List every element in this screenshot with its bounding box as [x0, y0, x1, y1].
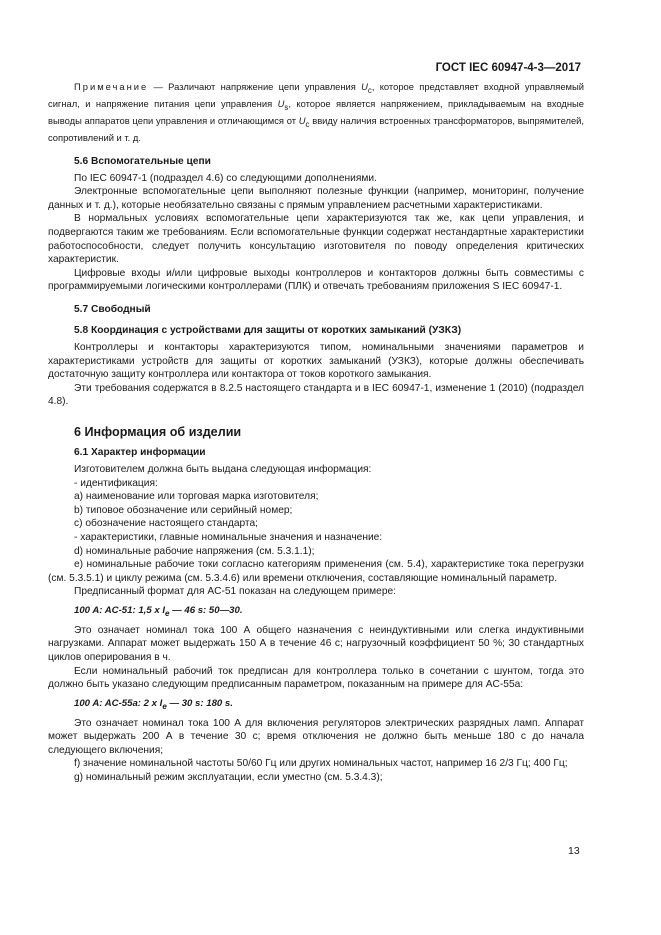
section-5-6-title: 5.6 Вспомогательные цепи — [74, 155, 211, 167]
paragraph: Цифровые входы и/или цифровые выходы контроллеров и контакторов должны быть совместимы с программируемыми логическими контроллерами (ПЛК) и отвечать требованиям приложения S IEC 60947-1. — [48, 267, 584, 293]
section-5-7-title: 5.7 Свободный — [74, 303, 151, 315]
paragraph: Электронные вспомогательные цепи выполняют полезные функции (например, мониторинг, получение данных и т. д.), которые необязательно связаны с прямым управлением расчетными характеристиками. — [48, 186, 584, 211]
standard-header: ГОСТ IEC 60947-4-3—2017 — [435, 62, 581, 74]
paragraph: Это означает номинал тока 100 А для включения регуляторов электрических разрядных ламп. Аппарат может выдержать 200 А в течение 30 с; время отключения не должно быть меньше 180 с до начала следующего включения; — [48, 717, 584, 756]
list-line: d) номинальные рабочие напряжения (см. 5.3.1.1); — [74, 545, 315, 557]
section-6-title: 6 Информация об изделии — [74, 424, 242, 439]
paragraph: Это означает номинал тока 100 А общего назначения с неиндуктивными или слегка индуктивными нагрузками. Аппарат может выдержать 150 А в течение 46 с; нагрузочный коэффициент 50 %; 30 стандартных циклов оперирования в ч. — [48, 624, 584, 663]
paragraph: По IEC 60947-1 (подраздел 4.6) со следующими дополнениями. — [74, 172, 377, 184]
example-ac55a: 100 A: AC-55a: 2 x $I_e$ — 30 s: 180 s. — [74, 697, 233, 711]
example-ac51: 100 A: AC-51: 1,5 x $I_e$ — 46 s: 50—30. — [74, 604, 243, 618]
paragraph: Контроллеры и контакторы характеризуются типом, номинальными значениями параметров и характеристиками устройств для защиты от коротких замыканий (УЗКЗ), которые должны обеспечивать достаточную защиту контроллера или контактора от токов короткого замыкания. — [48, 341, 584, 381]
page-number: 13 — [568, 845, 580, 857]
paragraph: Если номинальный рабочий ток предписан для контроллера только в сочетании с шунтом, тогда это должно быть указано следующим предписанным параметром, показанным на примере для AC-55a: — [48, 665, 584, 691]
note-label: Примечание — [74, 81, 149, 92]
paragraph: В нормальных условиях вспомогательные цепи характеризуются так же, как цепи управления, и подвергаются таким же требованиям. Если вспомогательные функции содержат нестандартные характеристики работоспособности, следует получить консультацию изготовителя по поводу определения критических характеристик. — [48, 213, 584, 266]
list-line: c) обозначение настоящего стандарта; — [74, 518, 258, 530]
list-line: - характеристики, главные номинальные значения и назначение: — [74, 531, 383, 543]
list-line: Изготовителем должна быть выдана следующая информация: — [74, 463, 372, 475]
list-line: - идентификация: — [74, 477, 158, 489]
list-item-g: g) номинальный режим эксплуатации, если уместно (см. 5.3.4.3); — [74, 772, 383, 784]
list-item-e: e) номинальные рабочие токи согласно категориям применения (см. 5.4), характеристике тока перегрузки (см. 5.3.5.1) и циклу режима (см. 5.3.4.6) или времени отключения, составляющие номинальный параметр. — [48, 559, 584, 584]
note-paragraph: Примечание — Различают напряжение цепи управления $U_c$, которое представляет входной управляемый сигнал, и напряжение питания цепи управления $U_s$, которое является напряжением, прикладываемым на входные выводы аппаратов цепи управления и отличающимся от $U_c$ ввиду наличия встроенных трансформаторов, выпрямителей, сопротивлений и т. д. — [48, 81, 585, 143]
list-item-f: f) значение номинальной частоты 50/60 Гц или других номинальных частот, например 16 2/3 Гц; 400 Гц; — [74, 758, 568, 770]
list-line: a) наименование или торговая марка изготовителя; — [74, 491, 319, 503]
section-5-8-title: 5.8 Координация с устройствами для защиты от коротких замыканий (УЗКЗ) — [74, 324, 462, 336]
list-line: b) типовое обозначение или серийный номер; — [74, 504, 293, 516]
paragraph: Эти требования содержатся в 8.2.5 настоящего стандарта и в IEC 60947-1, изменение 1 (2010) (подраздел 4.8). — [48, 382, 584, 408]
section-6-1-title: 6.1 Характер информации — [74, 446, 206, 458]
page-body — [48, 80, 584, 785]
paragraph: Предписанный формат для AC-51 показан на следующем примере: — [74, 586, 396, 598]
